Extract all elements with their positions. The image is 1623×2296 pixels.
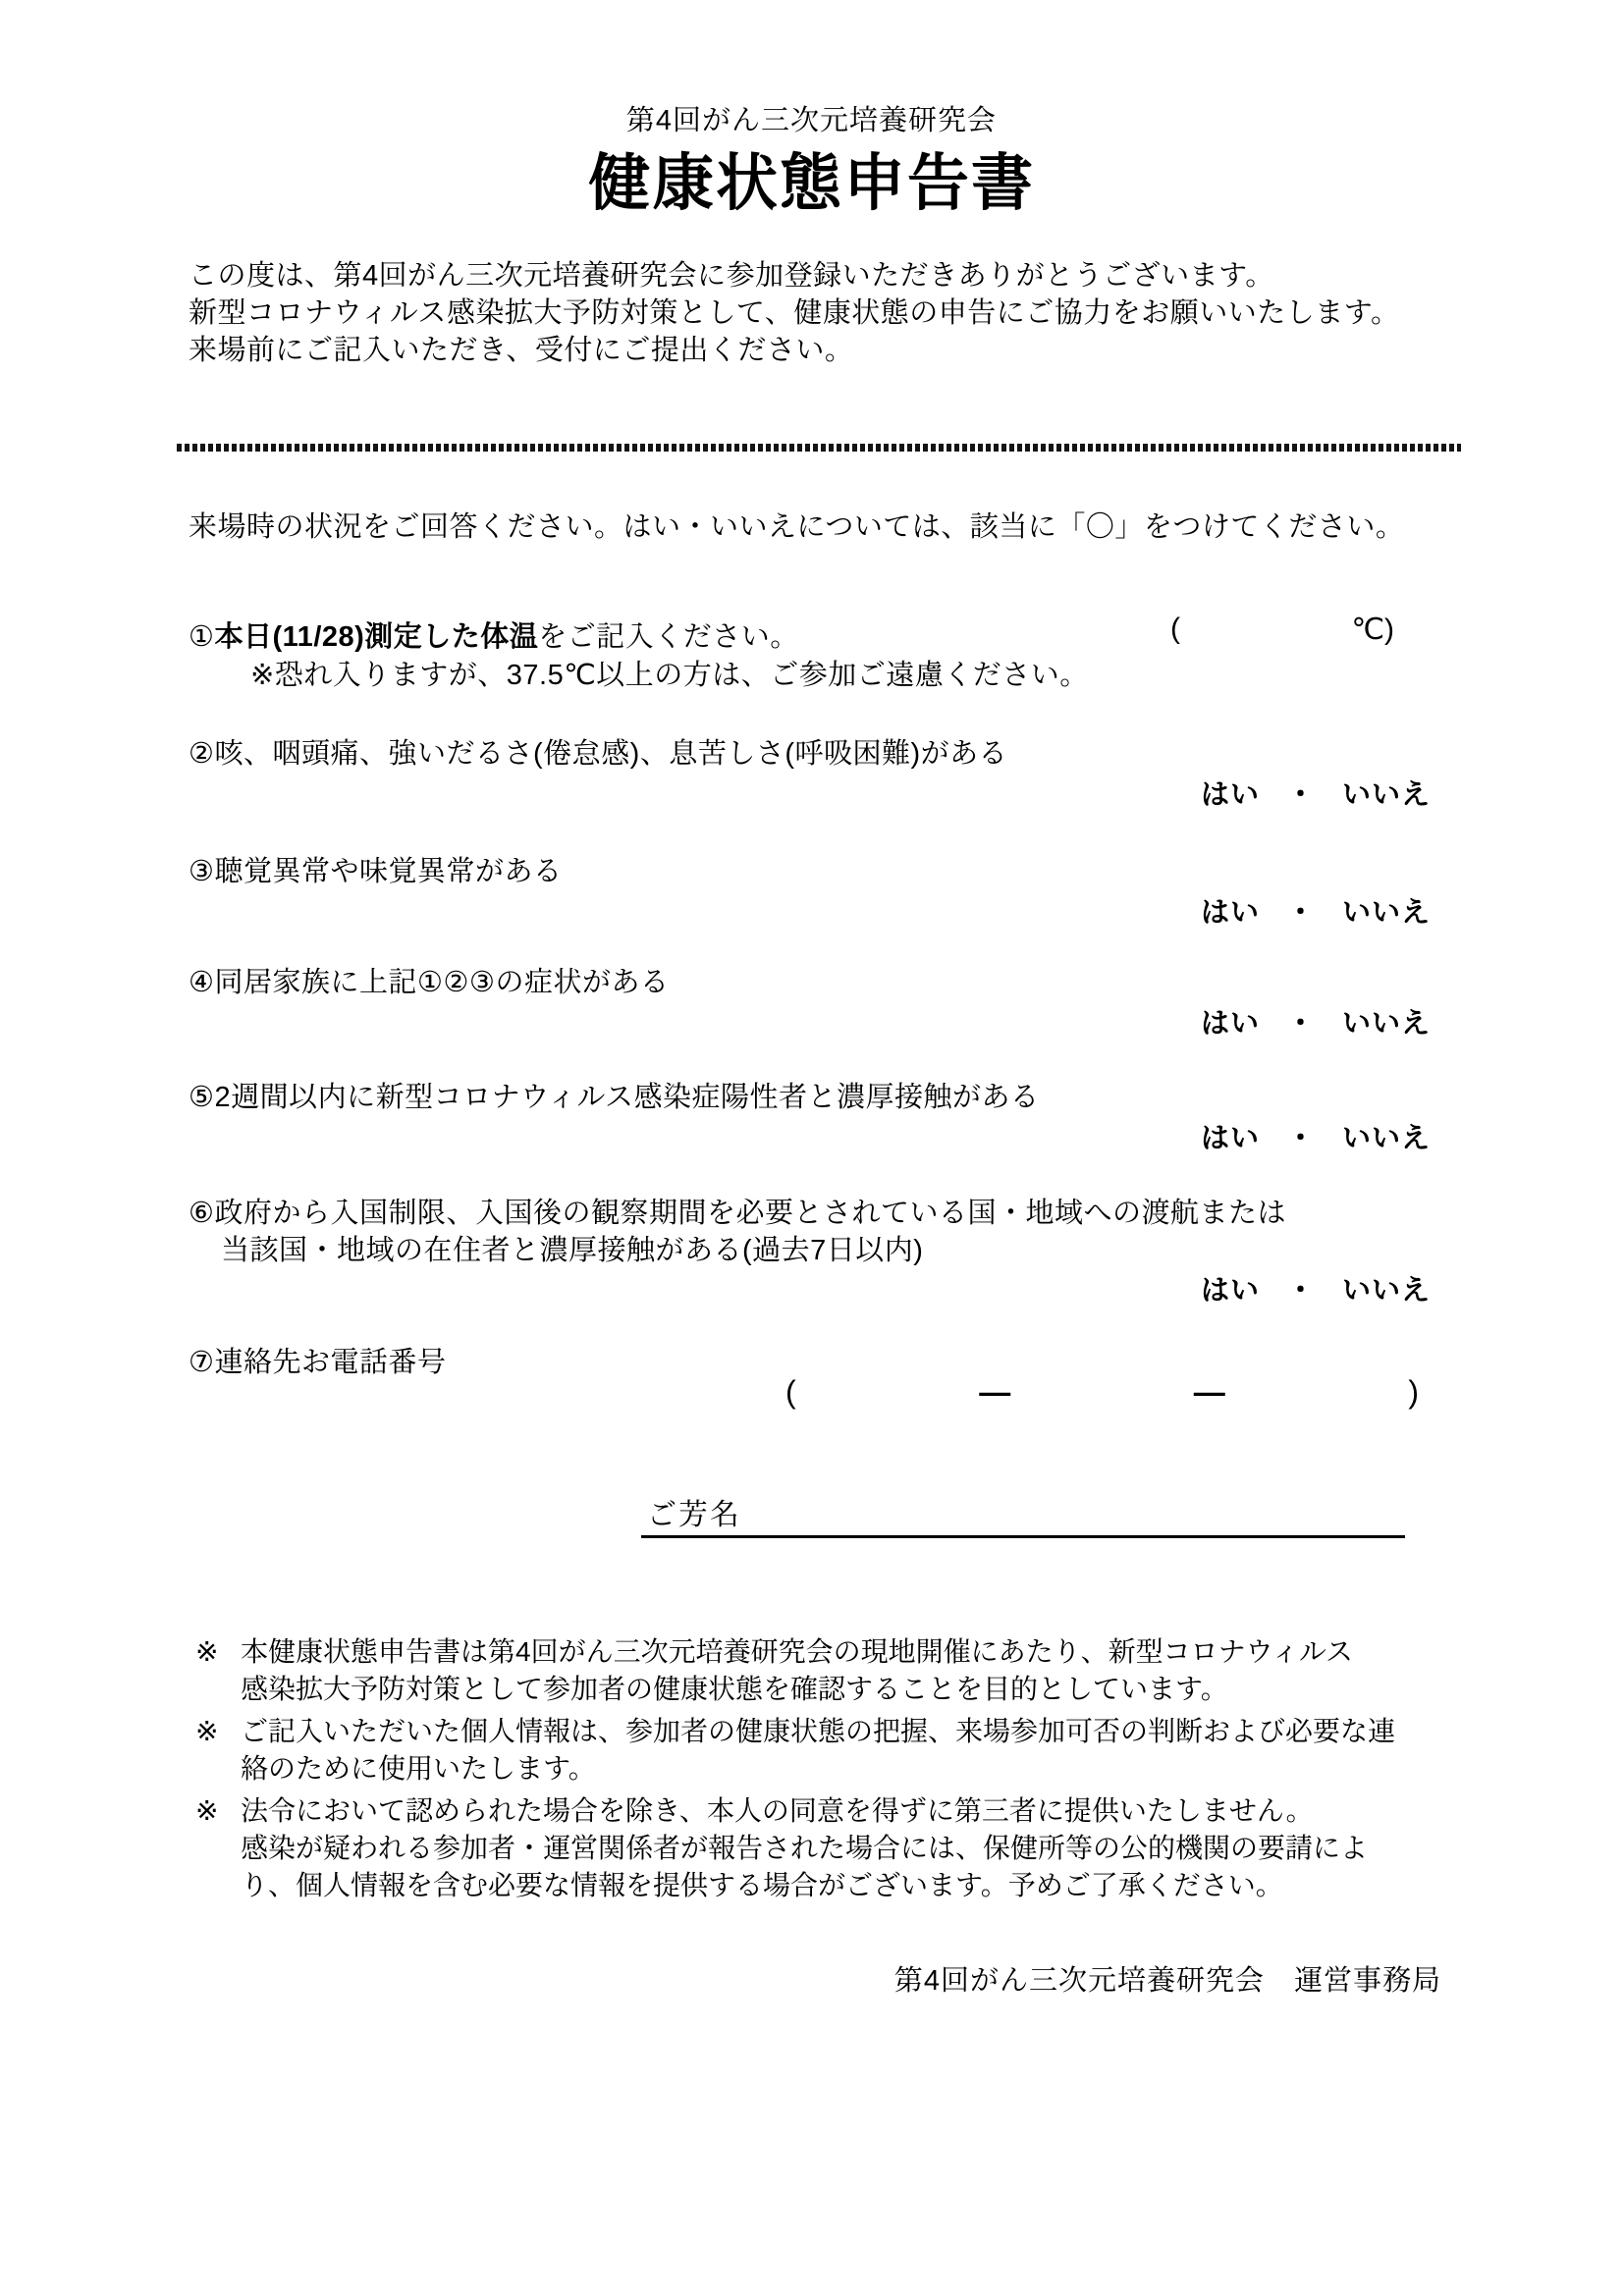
question-1-bold-text: 本日(11/28)測定した体温 <box>214 621 539 653</box>
question-6-line2: 当該国・地域の在住者と濃厚接触がある(過去7日以内) <box>221 1235 924 1266</box>
note-line: 感染拡大予防対策として参加者の健康状態を確認することを目的としています。 <box>241 1674 1228 1704</box>
note-item <box>195 1633 1395 1708</box>
footer-organizer: 第4回がん三次元培養研究会 運営事務局 <box>893 1965 1441 1997</box>
yes-no-row-q4 <box>1201 1001 1431 1041</box>
note-line: 感染が疑われる参加者・運営関係者が報告された場合には、保健所等の公的機関の要請によ <box>241 1833 1369 1863</box>
question-4: ④同居家族に上記①②③の症状がある <box>189 967 670 998</box>
yes-option[interactable]: はい <box>1200 1123 1260 1154</box>
dot-separator: ・ <box>1285 897 1316 929</box>
yes-option[interactable]: はい <box>1200 1008 1260 1040</box>
question-6-line1: ⑥政府から入国制限、入国後の観察期間を必要とされている国・地域への渡航または <box>189 1198 1286 1229</box>
note-line: 絡のために使用いたします。 <box>241 1753 596 1784</box>
intro-line: 新型コロナウィルス感染拡大予防対策として、健康状態の申告にご協力をお願いいたします。 <box>189 297 1400 329</box>
event-name: 第4回がん三次元培養研究会 <box>625 105 998 136</box>
yes-no-row-q3 <box>1201 890 1431 931</box>
phone-dash: ― <box>979 1374 1011 1410</box>
no-option[interactable]: いいえ <box>1341 1123 1431 1154</box>
note-marker: ※ <box>195 1716 219 1746</box>
dotted-separator <box>177 444 1461 452</box>
yes-no-row-q5 <box>1201 1116 1431 1156</box>
document-title: 健康状態申告書 <box>588 149 1035 218</box>
note-line: 法令において認められた場合を除き、本人の同意を得ずに第三者に提供いたしません。 <box>241 1795 1314 1826</box>
phone-field[interactable] <box>785 1374 1419 1411</box>
phone-close-paren: ) <box>1408 1374 1419 1410</box>
question-3: ③聴覚異常や味覚異常がある <box>189 856 563 887</box>
name-input-line[interactable] <box>641 1492 1405 1538</box>
no-option[interactable]: いいえ <box>1341 897 1431 929</box>
dot-separator: ・ <box>1285 1008 1316 1040</box>
note-item <box>195 1713 1395 1788</box>
intro-line: この度は、第4回がん三次元培養研究会に参加登録いただきありがとうございます。 <box>189 260 1274 292</box>
intro-line: 来場前にご記入いただき、受付にご提出ください。 <box>189 335 854 366</box>
no-option[interactable]: いいえ <box>1341 779 1431 811</box>
note-marker: ※ <box>195 1636 219 1667</box>
question-1-rest: をご記入ください。 <box>538 621 799 653</box>
note-marker: ※ <box>195 1795 219 1826</box>
question-1-note: ※恐れ入りますが、37.5℃以上の方は、ご参加ご遠慮ください。 <box>250 660 1089 691</box>
intro-paragraph <box>189 257 1400 369</box>
question-7: ⑦連絡先お電話番号 <box>189 1347 447 1378</box>
no-option[interactable]: いいえ <box>1341 1008 1431 1040</box>
phone-dash: ― <box>1193 1374 1225 1410</box>
dot-separator: ・ <box>1285 1275 1316 1307</box>
note-line: ご記入いただいた個人情報は、参加者の健康状態の把握、来場参加可否の判断および必要な連 <box>241 1716 1396 1746</box>
question-5: ⑤2週間以内に新型コロナウィルス感染症陽性者と濃厚接触がある <box>189 1082 1040 1113</box>
note-item <box>195 1792 1395 1904</box>
note-line: 本健康状態申告書は第4回がん三次元培養研究会の現地開催にあたり、新型コロナウィルス <box>241 1636 1354 1667</box>
name-label: ご芳名 <box>647 1499 741 1531</box>
yes-no-row-q2 <box>1201 773 1431 813</box>
temperature-unit: ℃) <box>1351 614 1394 646</box>
phone-open-paren: ( <box>785 1374 796 1410</box>
yes-option[interactable]: はい <box>1200 897 1260 929</box>
question-1 <box>189 614 799 655</box>
dot-separator: ・ <box>1285 779 1316 811</box>
notes-section <box>195 1633 1395 1909</box>
answer-instruction: 来場時の状況をご回答ください。はい・いいえについては、該当に「〇」をつけてください。 <box>189 511 1405 543</box>
dot-separator: ・ <box>1285 1123 1316 1154</box>
note-line: り、個人情報を含む必要な情報を提供する場合がございます。予めご了承ください。 <box>241 1870 1283 1900</box>
yes-option[interactable]: はい <box>1200 779 1260 811</box>
question-1-number: ① <box>189 621 215 653</box>
temperature-field[interactable] <box>1170 613 1394 647</box>
yes-no-row-q6 <box>1201 1268 1431 1308</box>
no-option[interactable]: いいえ <box>1341 1275 1431 1307</box>
yes-option[interactable]: はい <box>1200 1275 1260 1307</box>
question-2: ②咳、咽頭痛、強いだるさ(倦怠感)、息苦しさ(呼吸困難)がある <box>189 738 1008 770</box>
temperature-open-paren: ( <box>1170 613 1180 645</box>
